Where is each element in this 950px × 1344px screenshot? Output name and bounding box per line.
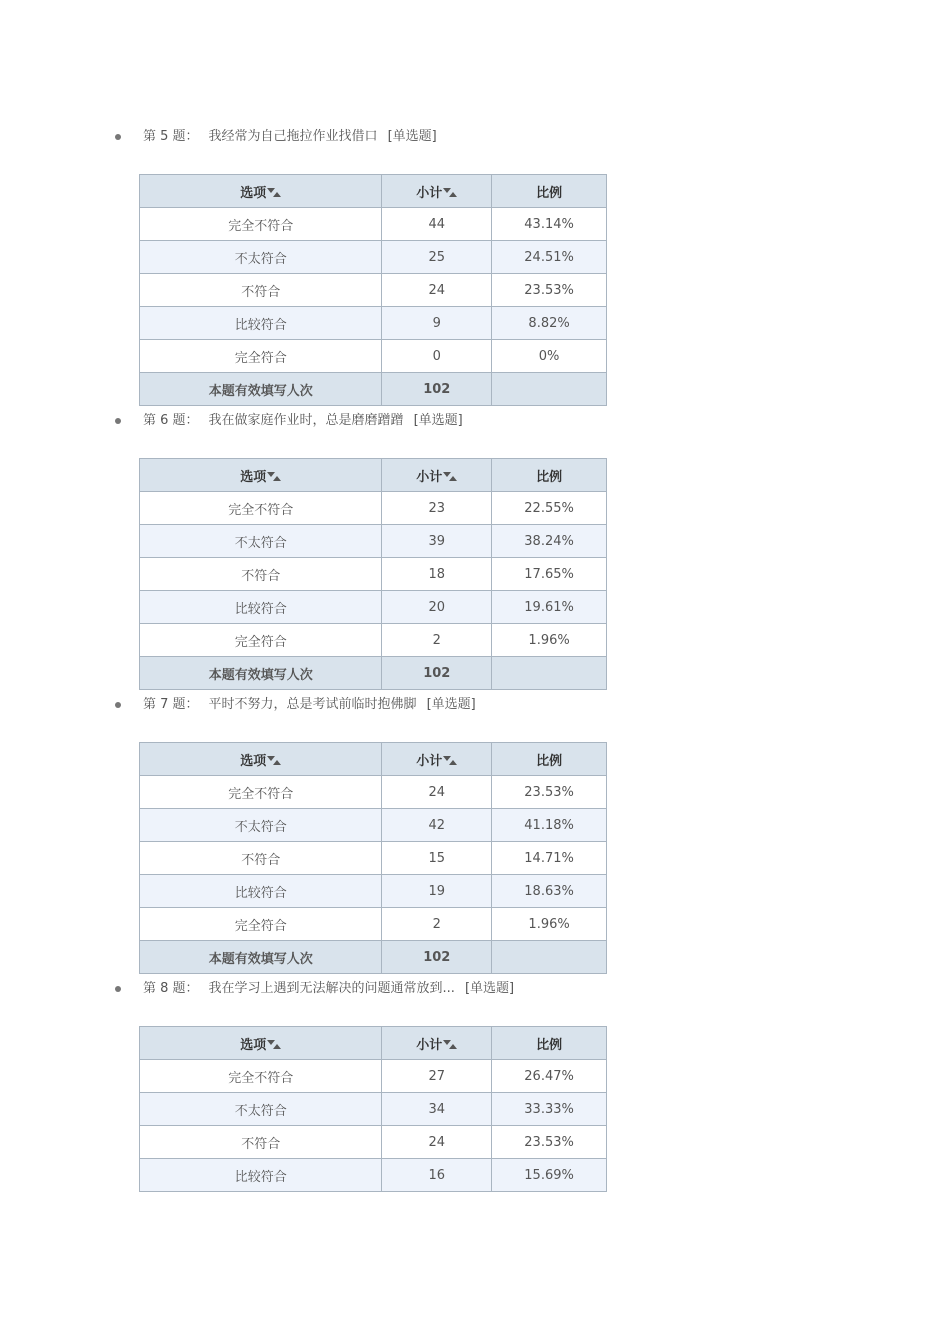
header-ratio: 比例 [492,459,607,492]
count-cell: 44 [382,208,492,241]
option-cell: 不符合 [140,1126,382,1159]
ratio-cell: 19.61% [492,591,607,624]
ratio-cell: 33.33% [492,1093,607,1126]
header-count[interactable]: 小计 [382,1027,492,1060]
count-cell: 27 [382,1060,492,1093]
table-row [140,591,607,624]
total-label: 本题有效填写人次 [140,657,382,690]
option-cell: 比较符合 [140,591,382,624]
option-cell: 完全不符合 [140,208,382,241]
ratio-cell: 26.47% [492,1060,607,1093]
table-row [140,1093,607,1126]
ratio-cell: 41.18% [492,809,607,842]
count-cell: 2 [382,908,492,941]
count-cell: 19 [382,875,492,908]
count-cell: 24 [382,776,492,809]
total-row [140,373,607,406]
ratio-cell: 0% [492,340,607,373]
count-cell: 2 [382,624,492,657]
bullet-icon [115,418,121,424]
header-option[interactable]: 选项 [140,1027,382,1060]
count-cell: 42 [382,809,492,842]
option-cell: 不太符合 [140,525,382,558]
table-row [140,208,607,241]
option-cell: 完全符合 [140,340,382,373]
count-cell: 24 [382,274,492,307]
option-cell: 不太符合 [140,241,382,274]
question-text: 我经常为自己拖拉作业找借口 [208,129,378,144]
question-title [0,695,950,715]
total-count: 102 [382,373,492,406]
sort-icon[interactable] [267,188,281,198]
table-row [140,558,607,591]
count-cell: 9 [382,307,492,340]
header-ratio: 比例 [492,1027,607,1060]
ratio-cell: 24.51% [492,241,607,274]
option-cell: 不太符合 [140,809,382,842]
table-row [140,492,607,525]
header-option[interactable]: 选项 [140,743,382,776]
table-row [140,340,607,373]
question-type: [单选题] [387,129,437,144]
count-cell: 39 [382,525,492,558]
table-row [140,241,607,274]
table-row [140,842,607,875]
table-row [140,875,607,908]
sort-icon[interactable] [443,756,457,766]
table-row [140,809,607,842]
question-type: [单选题] [464,981,515,996]
table-header-row [140,1027,607,1060]
count-cell: 16 [382,1159,492,1192]
option-cell: 完全不符合 [140,776,382,809]
option-cell: 不符合 [140,558,382,591]
table-row [140,307,607,340]
option-cell: 完全符合 [140,908,382,941]
table-row [140,776,607,809]
ratio-cell: 1.96% [492,908,607,941]
result-table [139,742,607,974]
count-cell: 34 [382,1093,492,1126]
question-type: [单选题] [426,697,476,712]
total-row [140,941,607,974]
header-count[interactable]: 小计 [382,743,492,776]
bullet-icon [115,986,121,992]
table-row [140,908,607,941]
option-cell: 比较符合 [140,1159,382,1192]
option-cell: 完全符合 [140,624,382,657]
question-type: [单选题] [413,413,463,428]
count-cell: 0 [382,340,492,373]
count-cell: 18 [382,558,492,591]
table-row [140,1060,607,1093]
count-cell: 15 [382,842,492,875]
sort-icon[interactable] [267,756,281,766]
header-option[interactable]: 选项 [140,459,382,492]
question-title [0,979,950,999]
question-number: 第 6 题： [143,413,199,428]
ratio-cell: 14.71% [492,842,607,875]
table-header-row [140,459,607,492]
total-count: 102 [382,941,492,974]
total-label: 本题有效填写人次 [140,941,382,974]
count-cell: 25 [382,241,492,274]
option-cell: 比较符合 [140,875,382,908]
table-row [140,1159,607,1192]
table-row [140,274,607,307]
ratio-cell: 15.69% [492,1159,607,1192]
option-cell: 不符合 [140,274,382,307]
bullet-icon [115,134,121,140]
header-option[interactable]: 选项 [140,175,382,208]
question-title [0,127,950,147]
ratio-cell: 38.24% [492,525,607,558]
total-count: 102 [382,657,492,690]
header-ratio: 比例 [492,175,607,208]
question-number: 第 7 题： [143,697,199,712]
count-cell: 23 [382,492,492,525]
ratio-cell: 23.53% [492,274,607,307]
question-text: 平时不努力，总是考试前临时抱佛脚 [208,697,417,712]
total-label: 本题有效填写人次 [140,373,382,406]
question-text: 我在做家庭作业时，总是磨磨蹭蹭 [208,413,404,428]
result-table [139,174,607,406]
total-ratio [492,941,607,974]
ratio-cell: 17.65% [492,558,607,591]
table-row [140,1126,607,1159]
ratio-cell: 22.55% [492,492,607,525]
total-row [140,657,607,690]
option-cell: 完全不符合 [140,1060,382,1093]
option-cell: 不太符合 [140,1093,382,1126]
option-cell: 不符合 [140,842,382,875]
question-number: 第 5 题： [143,129,199,144]
total-ratio [492,657,607,690]
sort-icon[interactable] [267,472,281,482]
table-header-row [140,743,607,776]
count-cell: 20 [382,591,492,624]
question-text: 我在学习上遇到无法解决的问题通常放到... [208,981,455,996]
ratio-cell: 8.82% [492,307,607,340]
count-cell: 24 [382,1126,492,1159]
table-row [140,624,607,657]
ratio-cell: 23.53% [492,776,607,809]
ratio-cell: 1.96% [492,624,607,657]
header-count[interactable]: 小计 [382,459,492,492]
result-table [139,458,607,690]
header-count[interactable]: 小计 [382,175,492,208]
ratio-cell: 43.14% [492,208,607,241]
ratio-cell: 23.53% [492,1126,607,1159]
sort-icon[interactable] [443,472,457,482]
sort-icon[interactable] [443,1040,457,1050]
table-row [140,525,607,558]
total-ratio [492,373,607,406]
bullet-icon [115,702,121,708]
sort-icon[interactable] [443,188,457,198]
option-cell: 比较符合 [140,307,382,340]
option-cell: 完全不符合 [140,492,382,525]
result-table [139,1026,607,1192]
header-ratio: 比例 [492,743,607,776]
ratio-cell: 18.63% [492,875,607,908]
question-title [0,411,950,431]
sort-icon[interactable] [267,1040,281,1050]
question-number: 第 8 题： [143,981,199,996]
table-header-row [140,175,607,208]
